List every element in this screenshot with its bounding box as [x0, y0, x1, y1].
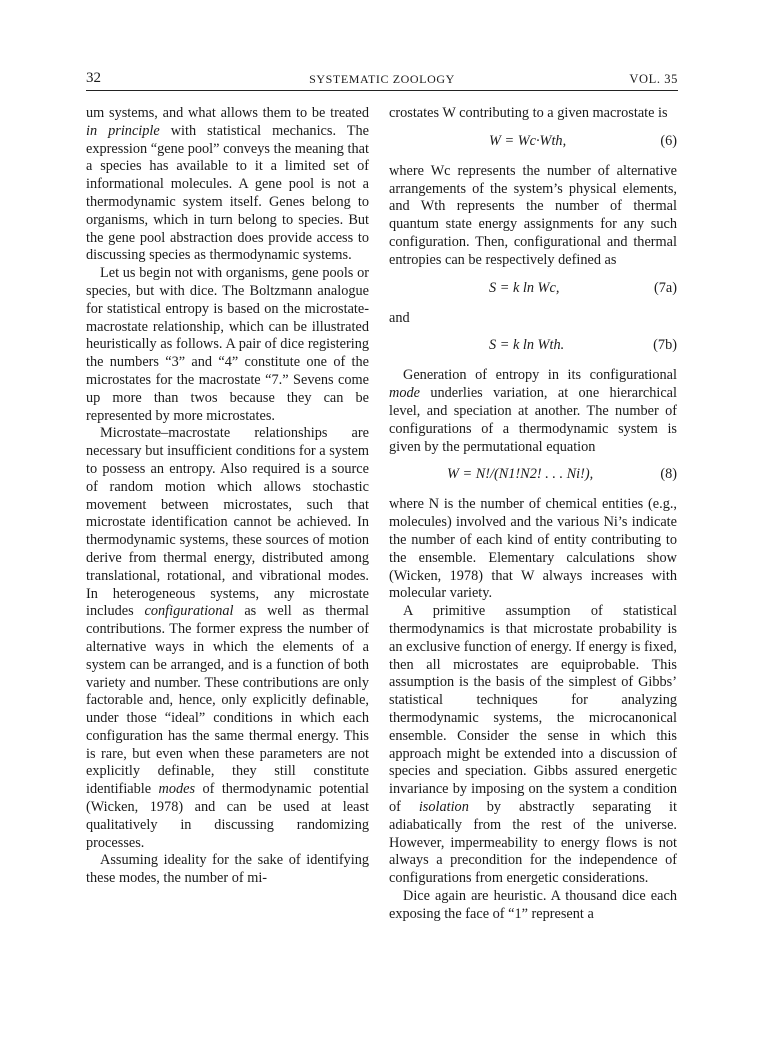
paragraph: crostates W contributing to a given macrostate is: [389, 105, 668, 121]
equation-number: (8): [660, 466, 677, 483]
paragraph: A primitive assumption of statistical thermodynamics is that microstate probability is an exclusive function of energy. If energy is fixed, then all microstates are equiprobable. This assumption is the basis of the simplest of Gibbs’ statistical techniques for analyzing thermodynamic systems, the microcanonical ensemble. Consider the sense in which this approach might be extended into a discussion of species and speciation. Gibbs assured energetic invariance by imposing on the system a condition of isolation by abstractly separating it adiabatically from the rest of the universe. However, impermeability to energy flows is not always a precondition for the independence of configurations from energetic considerations.: [389, 603, 677, 887]
paragraph: Microstate–macrostate relationships are necessary but insufficient conditions for a system to possess an entropy. Also required is a source of random motion which allows stochastic movement between microstates, such that microstate identification cannot be achieved. In thermodynamic systems, these sources of motion derive from thermal energy, distributed among translational, rotational, and vibrational modes. In heterogeneous systems, any microstate includes configurational as well as thermal contributions. The former express the number of alternative ways in which the elements of a system can be arranged, and is a function of both variety and number. These contributions are only factorable and, hence, only explicitly definable, under those “ideal” conditions in which each configuration has the same thermal energy. This is rare, but even when these parameters are not explicitly definable, they still constitute identifiable modes of thermodynamic potential (Wicken, 1978) and can be used at least qualitatively in discussing randomizing processes.: [86, 425, 369, 851]
paragraph: Assuming ideality for the sake of identifying these modes, the number of mi-: [86, 852, 369, 887]
running-title: SYSTEMATIC ZOOLOGY: [309, 72, 455, 86]
connector-text: and: [389, 309, 410, 326]
equation-8: [389, 466, 677, 484]
equation-text: S = k ln Wth.: [489, 337, 565, 354]
paragraph: Dice again are heuristic. A thousand dice each exposing the face of “1” represent a: [389, 887, 677, 922]
paragraph: Let us begin not with organisms, gene pools or species, but with dice. The Boltzmann analogue for statistical entropy is based on the microstate-macrostate relationship, which can be illustrated heuristically as follows. A pair of dice registering the numbers “3” and “4” constitute one of the microstates for the macrostate “7.” Sevens come up more than twos because they can be represented by more microstates.: [86, 265, 369, 424]
equation-7b: [389, 337, 677, 355]
right-column: [389, 105, 677, 923]
equation-number: (7b): [653, 337, 677, 354]
paragraph: um systems, and what allows them to be treated in principle with statistical mechanics. The expression “gene pool” conveys the meaning that a species has available to it a limited set of informational molecules. A gene pool is not a thermodynamic system itself. Genes belong to organisms, which in turn belong to species. But the gene pool abstraction does provide access to discussing species as thermodynamic systems.: [86, 105, 370, 264]
equation-6: [389, 133, 677, 151]
equation-text: W = Wc·Wth,: [489, 132, 567, 149]
paragraph: where Wc represents the number of alternative arrangements of the system’s physical elements, and Wth represents the number of thermal quantum state energy assignments for any such configuration. Then, configurational and thermal entropies can be respectively defined as: [389, 162, 677, 268]
paragraph: where N is the number of chemical entities (e.g., molecules) involved and the various Ni’s indicate the number of each kind of entity contributing to the ensemble. Elementary calculations show (Wicken, 1978) that W always increases with molecular variety.: [389, 496, 677, 602]
equation-number: (7a): [653, 279, 677, 296]
paragraph: Generation of entropy in its configurational mode underlies variation, at one hierarchical level, and speciation at another. The number of configurations of a thermodynamic system is given by the permutational equation: [389, 367, 677, 455]
equation-text: W = N!/(N1!N2! . . . Ni!),: [447, 466, 594, 483]
header-rule: [86, 90, 678, 91]
equation-number: (6): [660, 132, 677, 149]
left-column: [86, 105, 369, 888]
page-number: 32: [86, 70, 101, 86]
equation-7a: [389, 280, 677, 298]
running-header: [86, 70, 678, 90]
volume-label: VOL. 35: [629, 72, 678, 86]
equation-text: S = k ln Wc,: [489, 279, 560, 296]
